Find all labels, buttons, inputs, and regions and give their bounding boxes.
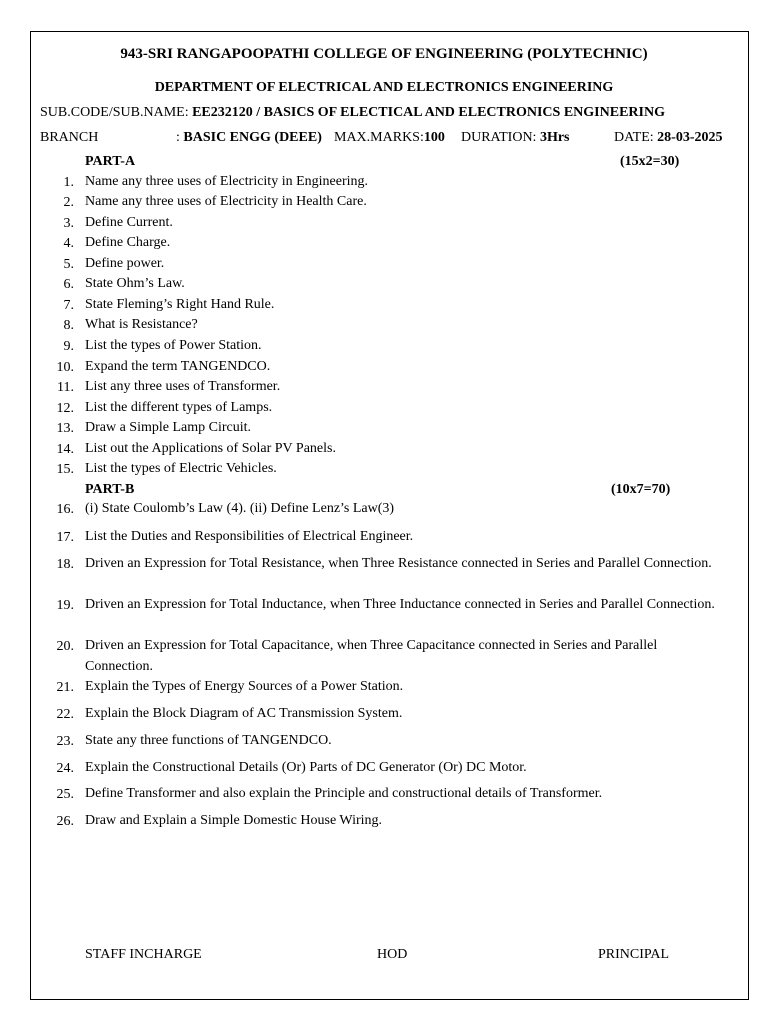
subcode-value: EE232120 / BASICS OF ELECTICAL AND ELECTRONICS ENGINEERING [192, 105, 665, 120]
question-text: Name any three uses of Electricity in Health Care. [85, 194, 367, 209]
branch-value: BASIC ENGG (DEEE) [183, 130, 322, 145]
department-name: DEPARTMENT OF ELECTRICAL AND ELECTRONICS ENGINEERING [154, 80, 614, 95]
question-text: List out the Applications of Solar PV Panels. [85, 441, 336, 456]
question-number: 1. [63, 175, 74, 190]
question-text: List the different types of Lamps. [85, 400, 273, 415]
question-text: Driven an Expression for Total Capacitance, when Three Capacitance connected in Series and Parallel Connection. [85, 638, 658, 674]
question-number: 15. [56, 462, 74, 477]
question-text: State any three functions of TANGENDCO. [85, 733, 332, 748]
question-number: 23. [56, 734, 74, 749]
question-number: 26. [56, 814, 74, 829]
question-number: 25. [56, 787, 74, 802]
question-text: Draw a Simple Lamp Circuit. [85, 420, 252, 435]
question-number: 8. [63, 318, 74, 333]
subcode-label: SUB.CODE/SUB.NAME: [40, 105, 189, 120]
question-text: Define power. [85, 256, 165, 271]
question-number: 9. [63, 339, 74, 354]
question-number: 16. [56, 502, 74, 517]
question-text: What is Resistance? [85, 317, 198, 332]
question-text: Driven an Expression for Total Resistance, when Three Resistance connected in Series and Parallel Connection. [85, 556, 712, 571]
question-text: Explain the Constructional Details (Or) Parts of DC Generator (Or) DC Motor. [85, 760, 527, 775]
principal-signature: PRINCIPAL [598, 947, 670, 962]
question-text: List the Duties and Responsibilities of Electrical Engineer. [85, 529, 414, 544]
question-number: 14. [56, 442, 74, 457]
question-text: List any three uses of Transformer. [85, 379, 281, 394]
question-number: 2. [63, 195, 74, 210]
question-text: State Fleming’s Right Hand Rule. [85, 297, 275, 312]
question-text: Define Transformer and also explain the Principle and constructional details of Transformer. [85, 786, 603, 801]
question-text: Explain the Block Diagram of AC Transmission System. [85, 706, 403, 721]
duration-label: DURATION: [461, 130, 537, 145]
question-number: 22. [56, 707, 74, 722]
question-number: 18. [56, 557, 74, 572]
question-text: List the types of Electric Vehicles. [85, 461, 277, 476]
date-value: 28-03-2025 [657, 130, 723, 145]
hod-signature: HOD [377, 947, 408, 962]
question-number: 11. [57, 380, 74, 395]
branch-field [176, 129, 322, 146]
staff-incharge-signature: STAFF INCHARGE [85, 947, 202, 962]
question-number: 24. [56, 761, 74, 776]
question-number: 6. [63, 277, 74, 292]
question-number: 4. [63, 236, 74, 251]
college-name: 943-SRI RANGAPOOPATHI COLLEGE OF ENGINEERING (POLYTECHNIC) [120, 46, 648, 62]
question-number: 21. [56, 680, 74, 695]
question-number: 19. [56, 598, 74, 613]
question-text: List the types of Power Station. [85, 338, 262, 353]
question-number: 20. [56, 639, 74, 654]
exam-date [614, 129, 723, 146]
question-number: 3. [63, 216, 74, 231]
question-text: Define Charge. [85, 235, 171, 250]
part-a-marks: (15x2=30) [620, 154, 680, 169]
subject-line [40, 104, 665, 121]
question-number: 7. [63, 298, 74, 313]
branch-label: BRANCH [40, 130, 99, 145]
question-number: 13. [56, 421, 74, 436]
question-text: (i) State Coulomb’s Law (4). (ii) Define Lenz’s Law(3) [85, 501, 395, 516]
question-number: 12. [56, 401, 74, 416]
question-text: Draw and Explain a Simple Domestic House Wiring. [85, 813, 383, 828]
duration [461, 129, 570, 146]
max-marks [334, 129, 445, 146]
question-text: State Ohm’s Law. [85, 276, 185, 291]
question-number: 10. [56, 360, 74, 375]
part-a-title: PART-A [85, 154, 136, 169]
question-text: Explain the Types of Energy Sources of a Power Station. [85, 679, 404, 694]
question-text: Name any three uses of Electricity in Engineering. [85, 174, 369, 189]
question-text: Driven an Expression for Total Inductance, when Three Inductance connected in Series and Parallel Connection. [85, 597, 715, 612]
max-marks-label: MAX.MARKS: [334, 130, 424, 145]
question-text: Expand the term TANGENDCO. [85, 359, 271, 374]
date-label: DATE: [614, 130, 654, 145]
max-marks-value: 100 [423, 130, 445, 145]
duration-value: 3Hrs [539, 130, 570, 145]
question-text: Define Current. [85, 215, 173, 230]
question-number: 17. [56, 530, 74, 545]
part-b-title: PART-B [85, 482, 135, 497]
branch-separator: : [176, 130, 180, 145]
question-number: 5. [63, 257, 74, 272]
part-b-marks: (10x7=70) [611, 482, 671, 497]
